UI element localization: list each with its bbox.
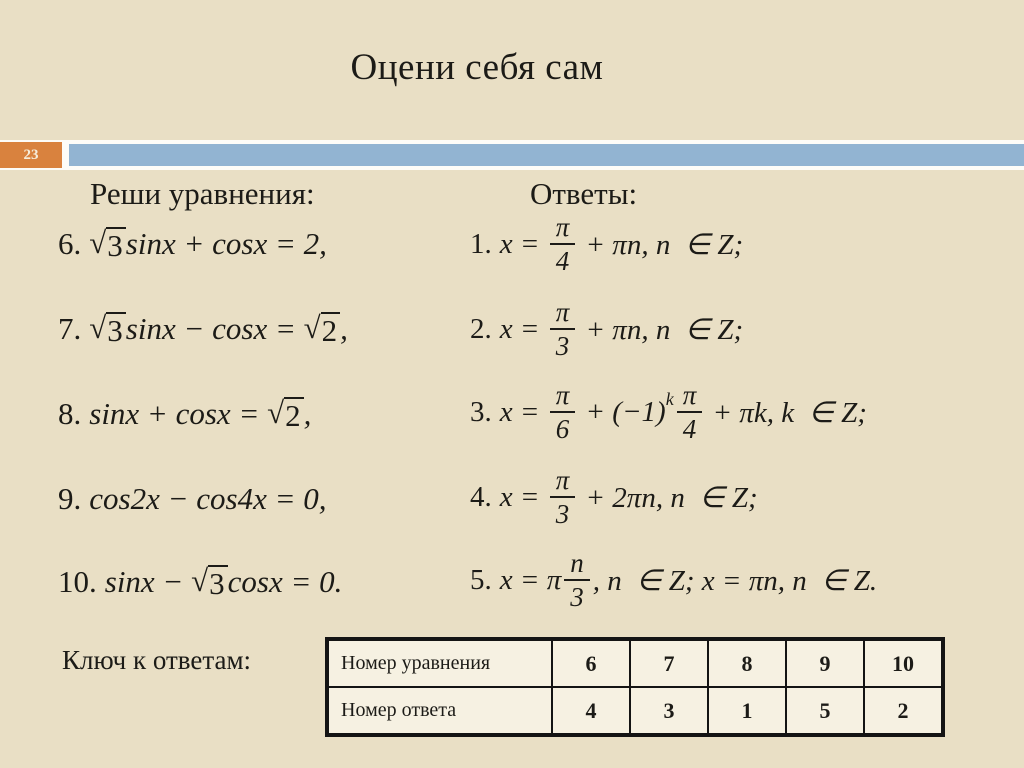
answer-math: x = π n 3 , n ∈ Z; x = πn, n ∈ Z.: [499, 547, 878, 612]
equations-heading: Реши уравнения:: [90, 176, 315, 211]
table-header-cell: Номер уравнения: [327, 639, 552, 687]
table-value-cell: 6: [552, 639, 630, 687]
answer-math: x = $\frac{\pi}{4}$ + πn, n ∈ Z;: [499, 211, 744, 276]
equation-math: sinx + cosx = √ 2 ,: [89, 395, 312, 433]
equation-math: cos2x − cos4x = 0,: [89, 481, 327, 516]
answer-key-table: [325, 637, 945, 737]
answer-number: 4.: [470, 480, 492, 513]
table-value-cell: 7: [630, 639, 708, 687]
header-bar-rule: [69, 144, 1024, 166]
equation-math: sinx − √ 3 cosx = 0.: [104, 563, 343, 601]
answer-row-4: [470, 460, 758, 534]
answer-math: x = $\frac{\pi}{3}$ + 2πn, n ∈ Z;: [499, 464, 758, 529]
table-value-cell: 3: [630, 687, 708, 735]
header-bar-gap: [62, 140, 69, 170]
equation-number: 9.: [58, 481, 82, 516]
equation-number: 8.: [58, 396, 82, 431]
answer-math: x = $\frac{\pi}{3}$ + πn, n ∈ Z;: [499, 296, 744, 361]
header-bar: [0, 140, 1024, 170]
equation-number: 10.: [58, 564, 97, 599]
table-value-cell: 4: [552, 687, 630, 735]
equation-number: 6.: [58, 226, 82, 261]
slide-title: Оцени себя сам: [350, 47, 604, 88]
table-value-cell: 9: [786, 639, 864, 687]
equation-math: √ 3 sinx + cosx = 2,: [89, 225, 327, 263]
table-value-cell: 1: [708, 687, 786, 735]
table-value-cell: 10: [864, 639, 943, 687]
table-header-cell: Номер ответа: [327, 687, 552, 735]
answer-math: x = $\frac{\pi}{6}$ + (−1) k π 4 + πk, k ∈ Z;: [499, 379, 867, 444]
answer-row-2: [470, 292, 743, 366]
equation-row-6: [58, 224, 327, 264]
equation-row-10: [58, 562, 342, 602]
table-value-cell: 2: [864, 687, 943, 735]
equation-number: 7.: [58, 311, 82, 346]
answer-row-1: [470, 207, 743, 281]
table-value-cell: 8: [708, 639, 786, 687]
answers-heading: Ответы:: [530, 176, 638, 211]
answer-number: 1.: [470, 227, 492, 260]
equation-row-9: [58, 479, 327, 519]
answer-row-3: [470, 375, 867, 449]
table-value-cell: 5: [786, 687, 864, 735]
answer-number: 5.: [470, 563, 492, 596]
equation-row-8: [58, 394, 311, 434]
equation-row-7: [58, 309, 348, 349]
equation-math: √ 3 sinx − cosx = √ 2 ,: [89, 310, 348, 348]
table-row-answer-numbers: [327, 687, 943, 735]
answer-number: 3.: [470, 395, 492, 428]
page-number-badge: 23: [0, 142, 62, 168]
answer-number: 2.: [470, 312, 492, 345]
answer-key-label: Ключ к ответам:: [62, 645, 252, 675]
table-row-equation-numbers: [327, 639, 943, 687]
answer-row-5: [470, 543, 877, 617]
